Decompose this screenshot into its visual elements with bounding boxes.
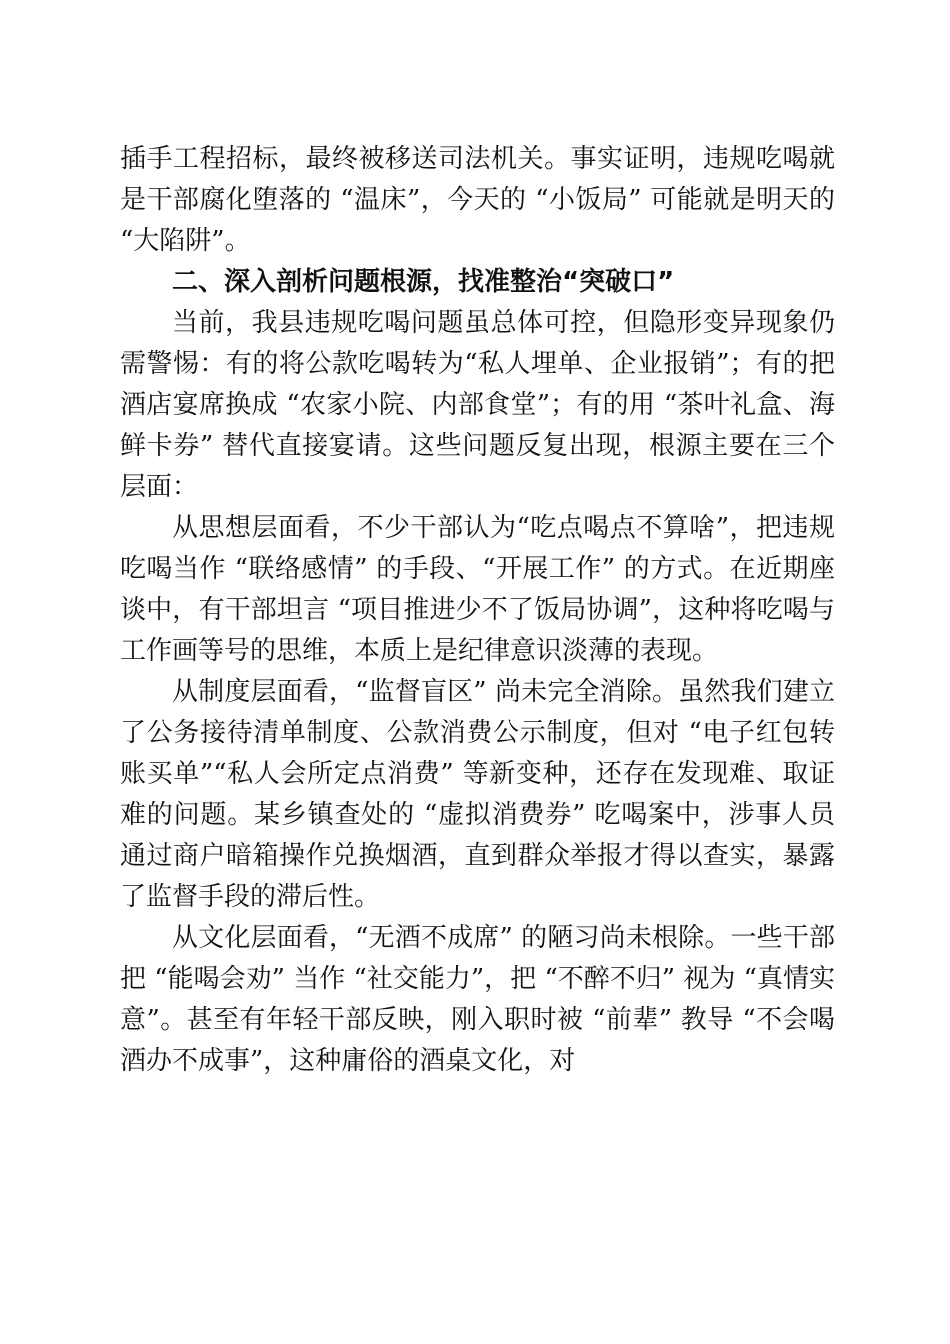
paragraph-ideology: 从思想层面看，不少干部认为“吃点喝点不算啥”，把违规吃喝当作 “联络感情” 的手段、“开展工作” 的方式。在近期座谈中，有干部坦言 “项目推进少不了饭局协调”，这种将吃喝与工作画等号的思维，本质上是纪律意识淡薄的表现。 bbox=[120, 513, 835, 666]
paragraph-intro: 当前，我县违规吃喝问题虽总体可控，但隐形变异现象仍需警惕：有的将公款吃喝转为“私人埋单、企业报销”；有的把酒店宴席换成 “农家小院、内部食堂”；有的用 “茶叶礼盒、海鲜卡券” 替代直接宴请。这些问题反复出现，根源主要在三个层面： bbox=[120, 308, 835, 502]
paragraph-institution: 从制度层面看，“监督盲区” 尚未完全消除。虽然我们建立了公务接待清单制度、公款消费公示制度，但对 “电子红包转账买单”“私人会所定点消费” 等新变种，还存在发现难、取证难的问题。某乡镇查处的 “虚拟消费券” 吃喝案中，涉事人员通过商户暗箱操作兑换烟酒，直到群众举报才得以查实，暴露了监督手段的滞后性。 bbox=[120, 677, 835, 912]
section-heading: 二、深入剖析问题根源，找准整治“突破口” bbox=[172, 267, 675, 297]
paragraph-culture: 从文化层面看，“无酒不成席” 的陋习尚未根除。一些干部把 “能喝会劝” 当作 “社交能力”，把 “不醉不归” 视为 “真情实意”。甚至有年轻干部反映，刚入职时被 “前辈” 教导 “不会喝酒办不成事”，这种庸俗的酒桌文化，对 bbox=[120, 923, 835, 1076]
paragraph-continuation: 插手工程招标，最终被移送司法机关。事实证明，违规吃喝就是干部腐化堕落的 “温床”，今天的 “小饭局” 可能就是明天的 “大陷阱”。 bbox=[120, 144, 835, 256]
document-body bbox=[120, 139, 835, 1082]
